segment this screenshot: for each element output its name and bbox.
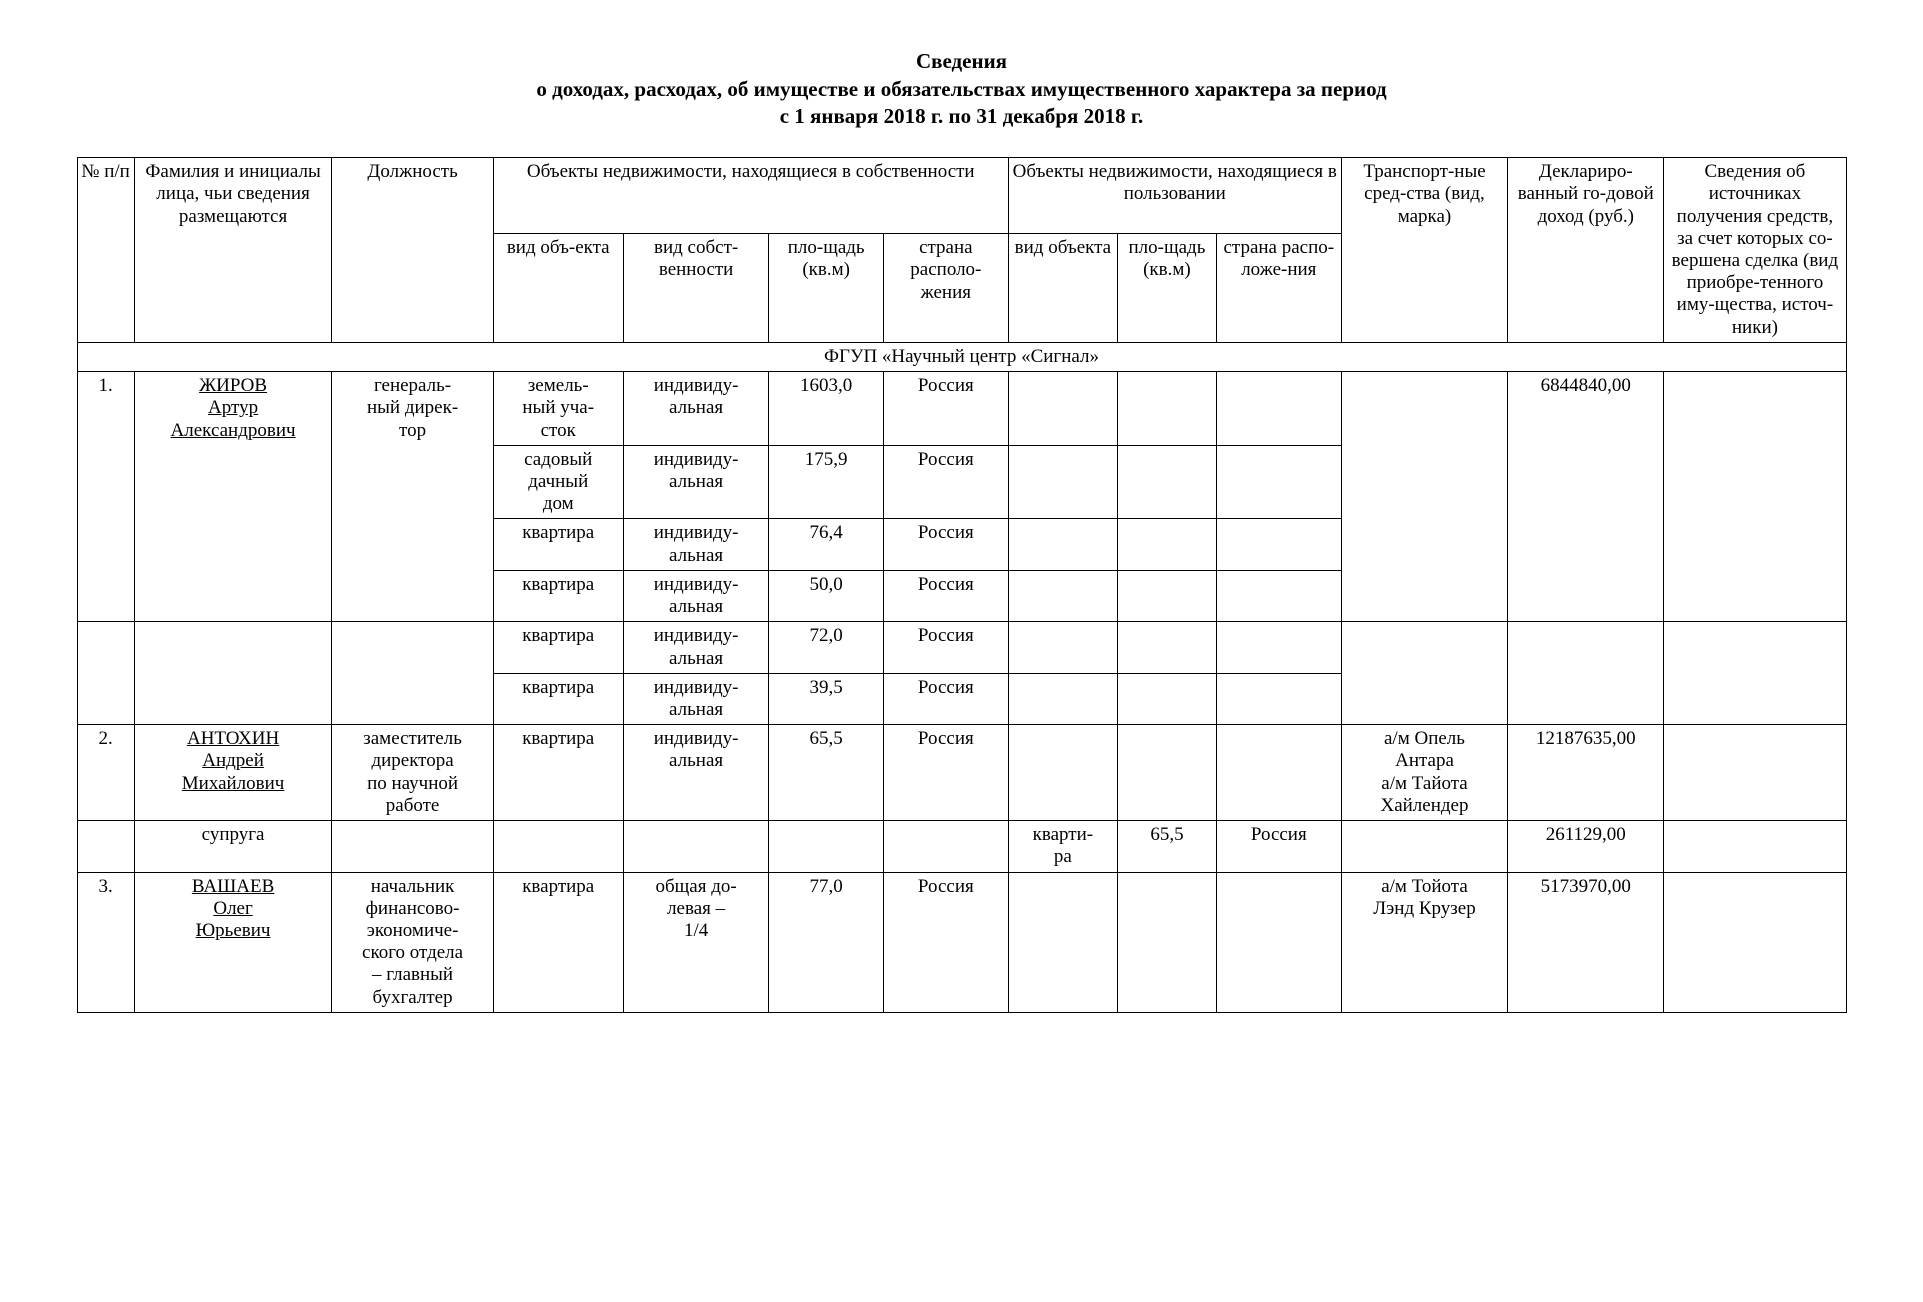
owned-area bbox=[769, 445, 883, 519]
owned-country-text: Россия bbox=[917, 625, 974, 647]
declared-income bbox=[1508, 872, 1664, 1012]
person-position bbox=[332, 725, 493, 821]
used-country bbox=[1216, 622, 1341, 673]
funding-sources bbox=[1664, 622, 1846, 725]
owned-area bbox=[769, 725, 883, 821]
used-area bbox=[1118, 372, 1217, 446]
used-country bbox=[1216, 821, 1341, 872]
owned-country-text: Россия bbox=[917, 375, 974, 397]
person-name bbox=[134, 821, 332, 872]
owned-object-type-text: садовый дачный дом bbox=[524, 448, 593, 515]
header-position: Должность bbox=[332, 158, 493, 343]
owned-ownership-type bbox=[623, 872, 769, 1012]
owned-object-type-text: земель- ный уча- сток bbox=[522, 375, 595, 441]
owned-area bbox=[769, 570, 883, 621]
owned-area-text: 76,4 bbox=[809, 522, 843, 544]
used-country bbox=[1216, 445, 1341, 519]
header-area: пло-щадь (кв.м) bbox=[769, 234, 883, 343]
owned-area-text: 1603,0 bbox=[800, 375, 853, 397]
header-object-type: вид объ-екта bbox=[493, 234, 623, 343]
owned-ownership-type bbox=[623, 445, 769, 519]
owned-area bbox=[769, 622, 883, 673]
owned-country-text: Россия bbox=[917, 448, 974, 470]
owned-object-type bbox=[493, 570, 623, 621]
owned-country bbox=[883, 445, 1008, 519]
header-name: Фамилия и инициалы лица, чьи сведения размещаются bbox=[134, 158, 332, 343]
transport bbox=[1341, 372, 1507, 622]
used-object-type bbox=[1008, 872, 1117, 1012]
row-number-text: 3. bbox=[98, 875, 113, 897]
owned-object-type bbox=[493, 622, 623, 673]
owned-object-type bbox=[493, 519, 623, 570]
owned-ownership-type bbox=[623, 725, 769, 821]
declared-income-text: 5173970,00 bbox=[1540, 875, 1631, 897]
table-row bbox=[77, 622, 1846, 673]
owned-object-type-text: квартира bbox=[522, 625, 595, 647]
owned-country bbox=[883, 673, 1008, 724]
owned-object-type bbox=[493, 673, 623, 724]
table-row bbox=[77, 372, 1846, 446]
used-area bbox=[1118, 519, 1217, 570]
declared-income bbox=[1508, 821, 1664, 872]
owned-country bbox=[883, 821, 1008, 872]
owned-country bbox=[883, 519, 1008, 570]
owned-ownership-type-text: общая до- левая – 1/4 bbox=[655, 875, 737, 941]
used-area bbox=[1118, 673, 1217, 724]
owned-object-type bbox=[493, 725, 623, 821]
header-group-used: Объекты недвижимости, находящиеся в пользовании bbox=[1008, 158, 1341, 234]
used-area bbox=[1118, 445, 1217, 519]
owned-country-text: Россия bbox=[917, 676, 974, 698]
owned-area-text: 72,0 bbox=[809, 625, 843, 647]
header-sources: Сведения об источниках получения средств, за счет которых со-вершена сделка (вид приобре-тенного иму-щества, источ-ники) bbox=[1664, 158, 1846, 343]
table-row bbox=[77, 821, 1846, 872]
owned-country-text: Россия bbox=[917, 875, 974, 897]
table-header-row-1 bbox=[77, 158, 1846, 234]
person-name-text: АНТОХИН Андрей Михайлович bbox=[181, 728, 285, 794]
header-group-owned: Объекты недвижимости, находящиеся в собственности bbox=[493, 158, 1008, 234]
transport-text: а/м Тойота Лэнд Крузер bbox=[1373, 875, 1476, 919]
owned-area-text: 77,0 bbox=[809, 875, 843, 897]
person-name bbox=[134, 622, 332, 725]
owned-object-type-text: квартира bbox=[522, 573, 595, 595]
owned-country-text: Россия bbox=[917, 573, 974, 595]
owned-object-type bbox=[493, 445, 623, 519]
used-country bbox=[1216, 372, 1341, 446]
person-name-text: ЖИРОВ Артур Александрович bbox=[170, 375, 296, 441]
table-row bbox=[77, 725, 1846, 821]
owned-ownership-type bbox=[623, 821, 769, 872]
used-country bbox=[1216, 570, 1341, 621]
owned-ownership-type-text: индивиду- альная bbox=[653, 522, 739, 566]
transport bbox=[1341, 725, 1507, 821]
funding-sources bbox=[1664, 872, 1846, 1012]
person-position bbox=[332, 622, 493, 725]
used-object-type bbox=[1008, 725, 1117, 821]
owned-object-type-text: квартира bbox=[522, 875, 595, 897]
used-object-type bbox=[1008, 622, 1117, 673]
used-object-type-text: кварти- ра bbox=[1032, 824, 1094, 868]
row-number-text: 1. bbox=[98, 375, 113, 397]
title-line-1: Сведения bbox=[915, 49, 1008, 73]
owned-ownership-type bbox=[623, 622, 769, 673]
declared-income-text: 12187635,00 bbox=[1535, 728, 1636, 750]
owned-area bbox=[769, 821, 883, 872]
owned-object-type bbox=[493, 372, 623, 446]
owned-country bbox=[883, 570, 1008, 621]
header-used-area: пло-щадь (кв.м) bbox=[1118, 234, 1217, 343]
organization-name: ФГУП «Научный центр «Сигнал» bbox=[77, 342, 1846, 371]
owned-object-type bbox=[493, 872, 623, 1012]
header-ownership-type: вид собст-венности bbox=[623, 234, 769, 343]
used-object-type bbox=[1008, 445, 1117, 519]
owned-area-text: 175,9 bbox=[804, 448, 848, 470]
organization-row bbox=[77, 342, 1846, 371]
title-line-2: о доходах, расходах, об имуществе и обязательствах имущественного характера за период bbox=[536, 76, 1387, 101]
header-num: № п/п bbox=[77, 158, 134, 343]
owned-ownership-type-text: индивиду- альная bbox=[653, 448, 739, 492]
person-position-text: генераль- ный дирек- тор bbox=[366, 375, 459, 441]
person-position-text: начальник финансово- экономиче- ского отдела – главный бухгалтер bbox=[362, 875, 464, 1008]
owned-country bbox=[883, 372, 1008, 446]
person-name-text: ВАШАЕВ Олег Юрьевич bbox=[191, 875, 275, 941]
person-name bbox=[134, 372, 332, 622]
used-country bbox=[1216, 725, 1341, 821]
owned-country bbox=[883, 622, 1008, 673]
used-country-text: Россия bbox=[1250, 824, 1307, 846]
owned-area bbox=[769, 372, 883, 446]
row-number-text: 2. bbox=[98, 728, 113, 750]
owned-ownership-type bbox=[623, 673, 769, 724]
row-number bbox=[77, 821, 134, 872]
owned-object-type bbox=[493, 821, 623, 872]
owned-area-text: 65,5 bbox=[809, 728, 843, 750]
row-number bbox=[77, 872, 134, 1012]
header-income: Деклариро-ванный го-довой доход (руб.) bbox=[1508, 158, 1664, 343]
used-country bbox=[1216, 519, 1341, 570]
owned-ownership-type-text: индивиду- альная bbox=[653, 625, 739, 669]
owned-ownership-type-text: индивиду- альная bbox=[653, 375, 739, 419]
transport bbox=[1341, 622, 1507, 725]
owned-ownership-type-text: индивиду- альная bbox=[653, 728, 739, 772]
used-area bbox=[1118, 725, 1217, 821]
owned-country bbox=[883, 725, 1008, 821]
person-name bbox=[134, 725, 332, 821]
used-area bbox=[1118, 872, 1217, 1012]
title-line-3: с 1 января 2018 г. по 31 декабря 2018 г. bbox=[779, 104, 1144, 129]
declared-income-text: 6844840,00 bbox=[1540, 375, 1631, 397]
transport bbox=[1341, 872, 1507, 1012]
page-title bbox=[0, 0, 1923, 131]
owned-object-type-text: квартира bbox=[522, 728, 595, 750]
row-number bbox=[77, 725, 134, 821]
owned-area bbox=[769, 673, 883, 724]
header-transport: Транспорт-ные сред-ства (вид, марка) bbox=[1341, 158, 1507, 343]
owned-object-type-text: квартира bbox=[522, 522, 595, 544]
person-name bbox=[134, 872, 332, 1012]
used-area bbox=[1118, 622, 1217, 673]
person-position bbox=[332, 821, 493, 872]
declared-income-text: 261129,00 bbox=[1545, 824, 1626, 846]
table-body bbox=[77, 342, 1846, 1012]
used-area bbox=[1118, 821, 1217, 872]
owned-ownership-type bbox=[623, 372, 769, 446]
used-object-type bbox=[1008, 570, 1117, 621]
funding-sources bbox=[1664, 372, 1846, 622]
row-number bbox=[77, 622, 134, 725]
used-area-text: 65,5 bbox=[1150, 824, 1184, 846]
header-used-country: страна распо-ложе-ния bbox=[1216, 234, 1341, 343]
declared-income bbox=[1508, 622, 1664, 725]
owned-object-type-text: квартира bbox=[522, 676, 595, 698]
transport bbox=[1341, 821, 1507, 872]
owned-country-text: Россия bbox=[917, 728, 974, 750]
declared-income bbox=[1508, 372, 1664, 622]
used-object-type bbox=[1008, 519, 1117, 570]
used-object-type bbox=[1008, 673, 1117, 724]
person-position bbox=[332, 372, 493, 622]
used-area bbox=[1118, 570, 1217, 621]
used-country bbox=[1216, 872, 1341, 1012]
owned-country bbox=[883, 872, 1008, 1012]
header-used-object-type: вид объекта bbox=[1008, 234, 1117, 343]
owned-ownership-type-text: индивиду- альная bbox=[653, 573, 739, 618]
income-declaration-table bbox=[77, 157, 1847, 1013]
person-name-text: супруга bbox=[201, 824, 265, 846]
person-position-text: заместитель директора по научной работе bbox=[363, 728, 462, 816]
owned-ownership-type bbox=[623, 570, 769, 621]
row-number bbox=[77, 372, 134, 622]
owned-area bbox=[769, 872, 883, 1012]
used-object-type bbox=[1008, 821, 1117, 872]
funding-sources bbox=[1664, 821, 1846, 872]
table-row bbox=[77, 872, 1846, 1012]
owned-area bbox=[769, 519, 883, 570]
owned-ownership-type bbox=[623, 519, 769, 570]
header-country: страна располо-жения bbox=[883, 234, 1008, 343]
owned-area-text: 39,5 bbox=[809, 676, 843, 698]
funding-sources bbox=[1664, 725, 1846, 821]
owned-ownership-type-text: индивиду- альная bbox=[653, 676, 739, 720]
transport-text: а/м Опель Антара а/м Тайота Хайлендер bbox=[1380, 728, 1469, 816]
declared-income bbox=[1508, 725, 1664, 821]
used-country bbox=[1216, 673, 1341, 724]
owned-country-text: Россия bbox=[917, 522, 974, 544]
used-object-type bbox=[1008, 372, 1117, 446]
person-position bbox=[332, 872, 493, 1012]
owned-area-text: 50,0 bbox=[809, 573, 843, 595]
